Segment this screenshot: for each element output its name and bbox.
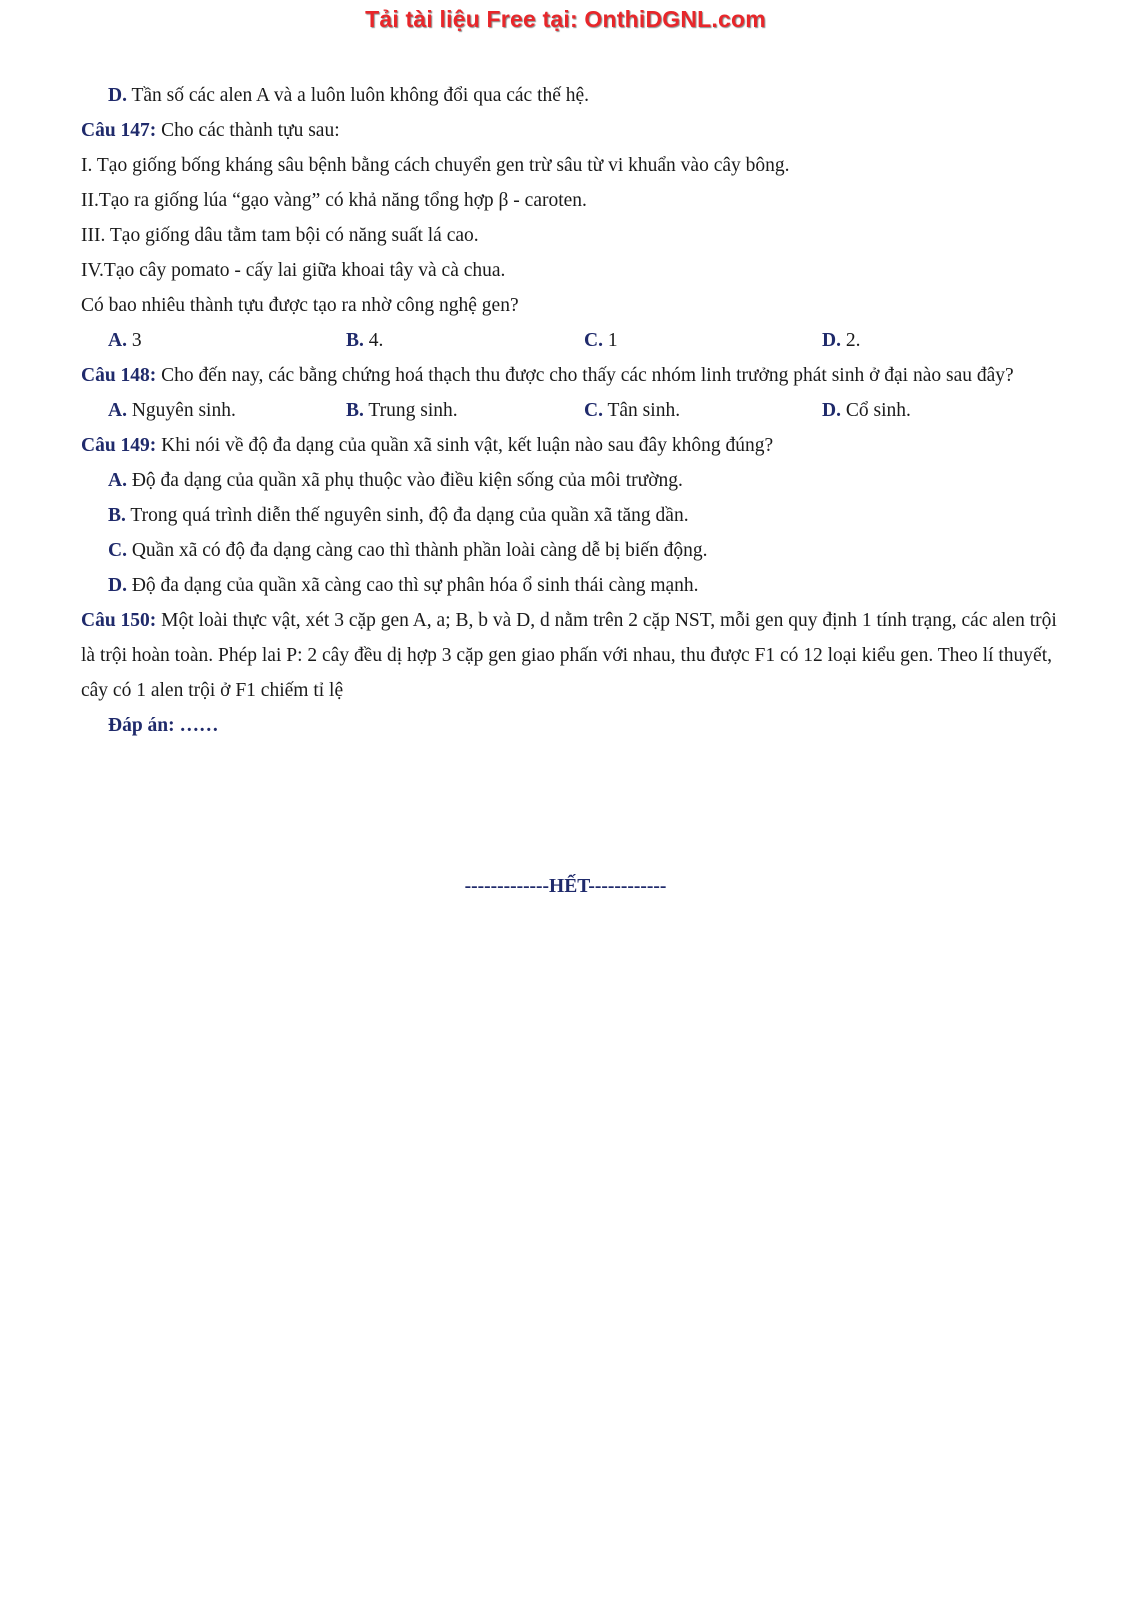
option-text: 2. xyxy=(840,330,861,351)
option-label: B. xyxy=(346,400,364,421)
option-label: C. xyxy=(108,540,127,561)
question-stem-text: Cho đến nay, các bằng chứng hoá thạch thu được cho thấy các nhóm linh trưởng phát sinh ở đại nào sau đây? xyxy=(156,365,1014,386)
question-stem-text: Khi nói về độ đa dạng của quần xã sinh vật, kết luận nào sau đây không đúng? xyxy=(156,435,774,456)
question-147-prompt: Có bao nhiêu thành tựu được tạo ra nhờ công nghệ gen? xyxy=(81,295,519,316)
question-label: Câu 149: xyxy=(81,435,157,456)
option-text: Trung sinh. xyxy=(363,400,458,421)
question-149-option-b xyxy=(81,498,1061,533)
question-147-item-4: IV.Tạo cây pomato - cấy lai giữa khoai tây và cà chua. xyxy=(81,260,506,281)
option-text: 3 xyxy=(126,330,142,351)
option-label: D. xyxy=(822,400,841,421)
option-c xyxy=(584,323,822,358)
option-text: Quần xã có độ đa dạng càng cao thì thành phần loài càng dễ bị biến động. xyxy=(126,540,708,561)
end-of-exam-marker: -------------HẾT------------ xyxy=(464,876,667,897)
option-a xyxy=(108,323,346,358)
option-d xyxy=(822,393,1060,428)
option-label: D. xyxy=(108,85,127,106)
option-label: C. xyxy=(584,400,603,421)
question-149-option-a xyxy=(81,463,1061,498)
question-label: Câu 147: xyxy=(81,120,157,141)
question-147-item-3: III. Tạo giống dâu tằm tam bội có năng suất lá cao. xyxy=(81,225,479,246)
option-label: C. xyxy=(584,330,603,351)
option-text: Tân sinh. xyxy=(602,400,681,421)
option-label: A. xyxy=(108,330,127,351)
option-a xyxy=(108,393,346,428)
option-text: Cổ sinh. xyxy=(840,400,911,421)
question-149-option-c xyxy=(81,533,1061,568)
option-label: A. xyxy=(108,400,127,421)
option-text: Độ đa dạng của quần xã phụ thuộc vào điều kiện sống của môi trường. xyxy=(126,470,683,491)
option-text: 4. xyxy=(363,330,384,351)
question-148-stem xyxy=(81,358,1061,393)
question-150-stem xyxy=(81,603,1061,708)
option-b xyxy=(346,323,584,358)
option-label: B. xyxy=(346,330,364,351)
question-147-item-1: I. Tạo giống bống kháng sâu bệnh bằng cách chuyển gen trừ sâu từ vi khuẩn vào cây bông. xyxy=(81,155,790,176)
option-b xyxy=(346,393,584,428)
option-text: Độ đa dạng của quần xã càng cao thì sự phân hóa ổ sinh thái càng mạnh. xyxy=(126,575,699,596)
question-stem-text: Một loài thực vật, xét 3 cặp gen A, a; B, b và D, d nằm trên 2 cặp NST, mỗi gen quy định 1 tính trạng, các alen trội là trội hoàn toàn. Phép lai P: 2 cây đều dị hợp 3 cặp gen giao phấn với nhau, thu được F1 có 12 loại kiểu gen. Theo lí thuyết, cây có 1 alen trội ở F1 chiếm tỉ lệ xyxy=(81,610,1057,701)
question-148-options xyxy=(81,393,1061,428)
question-147-stem xyxy=(81,113,1061,148)
option-text: Nguyên sinh. xyxy=(126,400,236,421)
option-c xyxy=(584,393,822,428)
option-text: Tần số các alen A và a luôn luôn không đổi qua các thế hệ. xyxy=(126,85,590,106)
question-label: Câu 150: xyxy=(81,610,157,631)
answer-label: Đáp án: …… xyxy=(108,715,219,736)
option-d xyxy=(822,323,1060,358)
question-label: Câu 148: xyxy=(81,365,157,386)
question-149-option-d xyxy=(81,568,1061,603)
prev-question-option-d xyxy=(81,78,1061,113)
question-149-stem xyxy=(81,428,1061,463)
option-label: D. xyxy=(822,330,841,351)
document-body xyxy=(81,78,1061,743)
question-147-item-2: II.Tạo ra giống lúa “gạo vàng” có khả năng tổng hợp β - caroten. xyxy=(81,190,587,211)
option-text: 1 xyxy=(602,330,618,351)
page-header: Tải tài liệu Free tại: OnthiDGNL.com xyxy=(365,6,766,32)
option-label: D. xyxy=(108,575,127,596)
option-label: A. xyxy=(108,470,127,491)
question-147-options xyxy=(81,323,1061,358)
question-stem-text: Cho các thành tựu sau: xyxy=(156,120,340,141)
option-label: B. xyxy=(108,505,126,526)
option-text: Trong quá trình diễn thế nguyên sinh, độ đa dạng của quần xã tăng dần. xyxy=(125,505,689,526)
